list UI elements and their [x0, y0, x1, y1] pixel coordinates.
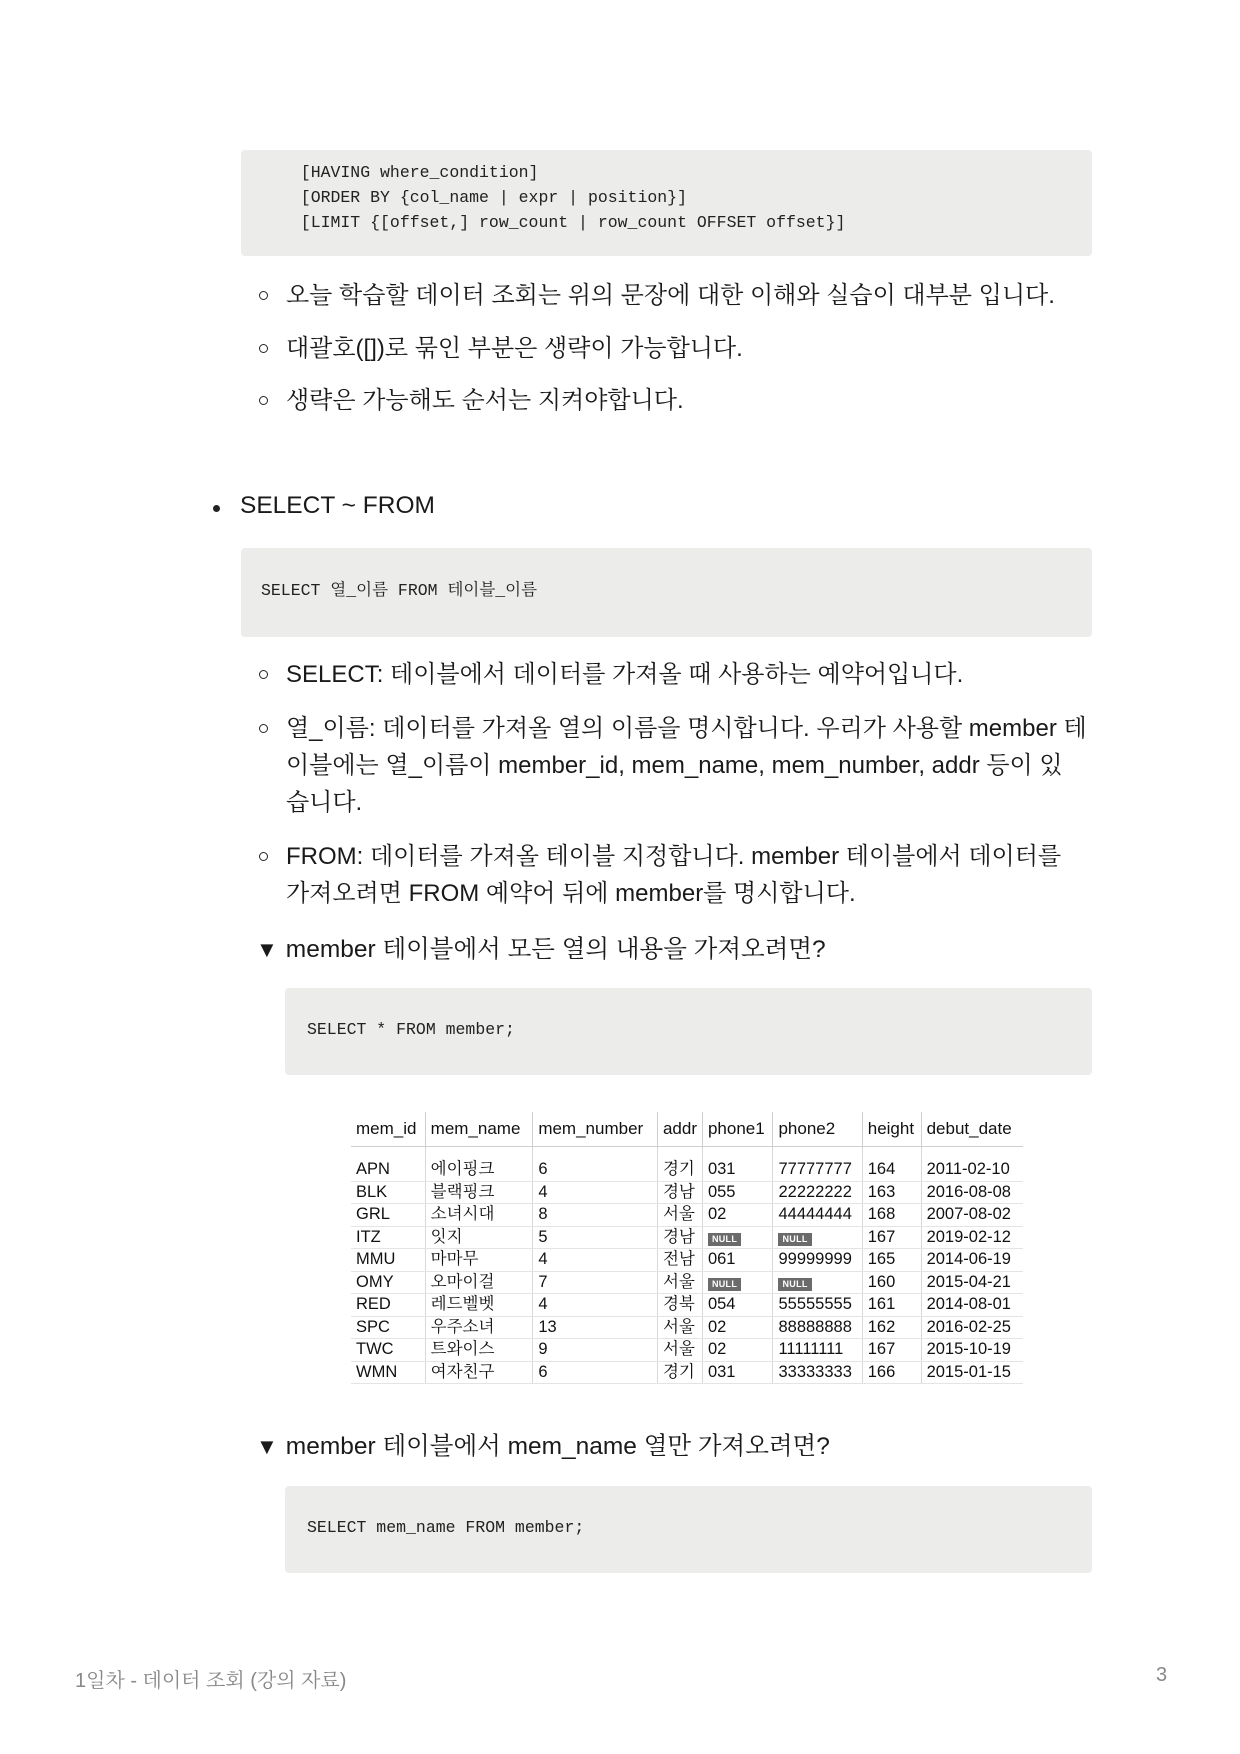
- table-cell: 레드벨벳: [425, 1294, 533, 1317]
- table-cell: 5: [533, 1226, 658, 1249]
- table-cell: MMU: [351, 1249, 425, 1272]
- table-cell: BLK: [351, 1181, 425, 1204]
- column-header: height: [862, 1112, 921, 1147]
- circle-bullet-icon: [259, 670, 268, 679]
- table-cell: 2015-01-15: [921, 1361, 1023, 1384]
- table-row: [351, 1181, 1023, 1204]
- table-cell: TWC: [351, 1339, 425, 1362]
- table-cell: 8: [533, 1204, 658, 1227]
- table-cell: [773, 1271, 862, 1294]
- table-row: [351, 1361, 1023, 1384]
- table-body: [351, 1147, 1023, 1384]
- column-header: addr: [657, 1112, 702, 1147]
- table-cell: [702, 1226, 773, 1249]
- table-cell: 2019-02-12: [921, 1226, 1023, 1249]
- table-cell: [702, 1271, 773, 1294]
- spacer-cell: [351, 1147, 425, 1160]
- table-row: [351, 1226, 1023, 1249]
- table-cell: OMY: [351, 1271, 425, 1294]
- table-row: [351, 1159, 1023, 1181]
- list-item: 생략은 가능해도 순서는 지켜야합니다.: [286, 382, 684, 419]
- circle-bullet-icon: [259, 852, 268, 861]
- table-cell: 163: [862, 1181, 921, 1204]
- table-cell: 잇지: [425, 1226, 533, 1249]
- table-cell: 11111111: [773, 1339, 862, 1362]
- table-cell: 여자친구: [425, 1361, 533, 1384]
- syntax-code-block: [241, 150, 1092, 256]
- table-cell: 166: [862, 1361, 921, 1384]
- circle-bullet-icon: [259, 291, 268, 300]
- table-cell: 서울: [657, 1204, 702, 1227]
- table-cell: 031: [702, 1159, 773, 1181]
- table-cell: 마마무: [425, 1249, 533, 1272]
- column-header: phone1: [702, 1112, 773, 1147]
- null-badge: NULL: [708, 1233, 741, 1246]
- table-cell: 경남: [657, 1181, 702, 1204]
- circle-bullet-icon: [259, 344, 268, 353]
- table-cell: 4: [533, 1249, 658, 1272]
- table-cell: 경기: [657, 1159, 702, 1181]
- table-cell: 02: [702, 1316, 773, 1339]
- table-cell: ITZ: [351, 1226, 425, 1249]
- code-line: SELECT * FROM member;: [307, 1020, 515, 1039]
- table-cell: [773, 1226, 862, 1249]
- table-cell: 161: [862, 1294, 921, 1317]
- triangle-down-icon[interactable]: ▼: [256, 937, 278, 962]
- code-line: [ORDER BY {col_name | expr | position}]: [281, 188, 687, 207]
- table-cell: 2014-06-19: [921, 1249, 1023, 1272]
- table-cell: SPC: [351, 1316, 425, 1339]
- spacer-cell: [657, 1147, 702, 1160]
- code-line: SELECT 열_이름 FROM 테이블_이름: [261, 581, 538, 600]
- table-cell: 44444444: [773, 1204, 862, 1227]
- table-cell: 경북: [657, 1294, 702, 1317]
- table-cell: 서울: [657, 1316, 702, 1339]
- null-badge: NULL: [708, 1278, 741, 1291]
- table-cell: 160: [862, 1271, 921, 1294]
- column-header: mem_number: [533, 1112, 658, 1147]
- table-row: [351, 1316, 1023, 1339]
- table-cell: 02: [702, 1339, 773, 1362]
- list-item: 열_이름: 데이터를 가져올 열의 이름을 명시합니다. 우리가 사용할 member 테 이블에는 열_이름이 member_id, mem_name, mem_number, addr 등이 있 습니다.: [286, 710, 1087, 821]
- table-cell: 99999999: [773, 1249, 862, 1272]
- table-cell: 167: [862, 1226, 921, 1249]
- table-cell: 6: [533, 1361, 658, 1384]
- table-cell: 168: [862, 1204, 921, 1227]
- disc-bullet-icon: [213, 505, 220, 512]
- table-cell: 7: [533, 1271, 658, 1294]
- list-item: FROM: 데이터를 가져올 테이블 지정합니다. member 테이블에서 데이터를 가져오려면 FROM 예약어 뒤에 member를 명시합니다.: [286, 838, 1061, 912]
- table-row: [351, 1249, 1023, 1272]
- table-cell: 6: [533, 1159, 658, 1181]
- table-cell: 13: [533, 1316, 658, 1339]
- table-cell: 우주소녀: [425, 1316, 533, 1339]
- table-cell: 4: [533, 1294, 658, 1317]
- table-cell: 2016-08-08: [921, 1181, 1023, 1204]
- table-cell: 2015-10-19: [921, 1339, 1023, 1362]
- triangle-down-icon[interactable]: ▼: [256, 1434, 278, 1459]
- table-cell: 2015-04-21: [921, 1271, 1023, 1294]
- table-cell: 165: [862, 1249, 921, 1272]
- table-cell: APN: [351, 1159, 425, 1181]
- table-cell: 서울: [657, 1339, 702, 1362]
- table-cell: 167: [862, 1339, 921, 1362]
- code-line: [HAVING where_condition]: [281, 163, 539, 182]
- spacer-cell: [533, 1147, 658, 1160]
- column-header: phone2: [773, 1112, 862, 1147]
- table-cell: 4: [533, 1181, 658, 1204]
- table-cell: 경남: [657, 1226, 702, 1249]
- table-cell: 22222222: [773, 1181, 862, 1204]
- table-spacer: [351, 1147, 1023, 1160]
- table-row: [351, 1339, 1023, 1362]
- list-item: 오늘 학습할 데이터 조회는 위의 문장에 대한 이해와 실습이 대부분 입니다.: [286, 277, 1055, 314]
- table-cell: 054: [702, 1294, 773, 1317]
- toggle-mem-name[interactable]: ▼ member 테이블에서 mem_name 열만 가져오려면?: [256, 1433, 830, 1460]
- code-line: [LIMIT {[offset,] row_count | row_count OFFSET offset}]: [281, 213, 846, 232]
- select-all-code-block: [285, 988, 1092, 1075]
- query-result-table: [351, 1112, 1023, 1384]
- table-cell: 서울: [657, 1271, 702, 1294]
- table-cell: 162: [862, 1316, 921, 1339]
- spacer-cell: [921, 1147, 1023, 1160]
- list-item: 대괄호([])로 묶인 부분은 생략이 가능합니다.: [286, 330, 743, 367]
- table-cell: 031: [702, 1361, 773, 1384]
- table-cell: 2011-02-10: [921, 1159, 1023, 1181]
- section-heading: SELECT ~ FROM: [240, 492, 435, 519]
- spacer-cell: [702, 1147, 773, 1160]
- table-row: [351, 1271, 1023, 1294]
- spacer-cell: [425, 1147, 533, 1160]
- table-cell: 블랙핑크: [425, 1181, 533, 1204]
- table-cell: RED: [351, 1294, 425, 1317]
- circle-bullet-icon: [259, 396, 268, 405]
- table-row: [351, 1204, 1023, 1227]
- table-cell: 경기: [657, 1361, 702, 1384]
- table-cell: 에이핑크: [425, 1159, 533, 1181]
- table-cell: 2014-08-01: [921, 1294, 1023, 1317]
- spacer-cell: [773, 1147, 862, 1160]
- page-number: 3: [1156, 1664, 1168, 1686]
- table-cell: 전남: [657, 1249, 702, 1272]
- table-cell: 055: [702, 1181, 773, 1204]
- column-header: mem_id: [351, 1112, 425, 1147]
- list-item: SELECT: 테이블에서 데이터를 가져올 때 사용하는 예약어입니다.: [286, 656, 963, 693]
- table-cell: 2016-02-25: [921, 1316, 1023, 1339]
- table-cell: 소녀시대: [425, 1204, 533, 1227]
- column-header: mem_name: [425, 1112, 533, 1147]
- select-mem-name-code-block: [285, 1486, 1092, 1573]
- table-cell: 9: [533, 1339, 658, 1362]
- table-cell: GRL: [351, 1204, 425, 1227]
- table-row: [351, 1294, 1023, 1317]
- table-cell: WMN: [351, 1361, 425, 1384]
- table-cell: 오마이걸: [425, 1271, 533, 1294]
- table-cell: 트와이스: [425, 1339, 533, 1362]
- table-cell: 77777777: [773, 1159, 862, 1181]
- toggle-all-columns[interactable]: ▼ member 테이블에서 모든 열의 내용을 가져오려면?: [256, 936, 826, 963]
- code-line: SELECT mem_name FROM member;: [307, 1518, 585, 1537]
- table-cell: 164: [862, 1159, 921, 1181]
- select-syntax-code-block: [241, 548, 1092, 637]
- null-badge: NULL: [778, 1278, 811, 1291]
- table-cell: 88888888: [773, 1316, 862, 1339]
- circle-bullet-icon: [259, 724, 268, 733]
- footer-title: 1일차 - 데이터 조회 (강의 자료): [75, 1670, 347, 1692]
- table-cell: 33333333: [773, 1361, 862, 1384]
- table-cell: 55555555: [773, 1294, 862, 1317]
- table-cell: 02: [702, 1204, 773, 1227]
- null-badge: NULL: [778, 1233, 811, 1246]
- column-header: debut_date: [921, 1112, 1023, 1147]
- spacer-cell: [862, 1147, 921, 1160]
- table-cell: 2007-08-02: [921, 1204, 1023, 1227]
- table-cell: 061: [702, 1249, 773, 1272]
